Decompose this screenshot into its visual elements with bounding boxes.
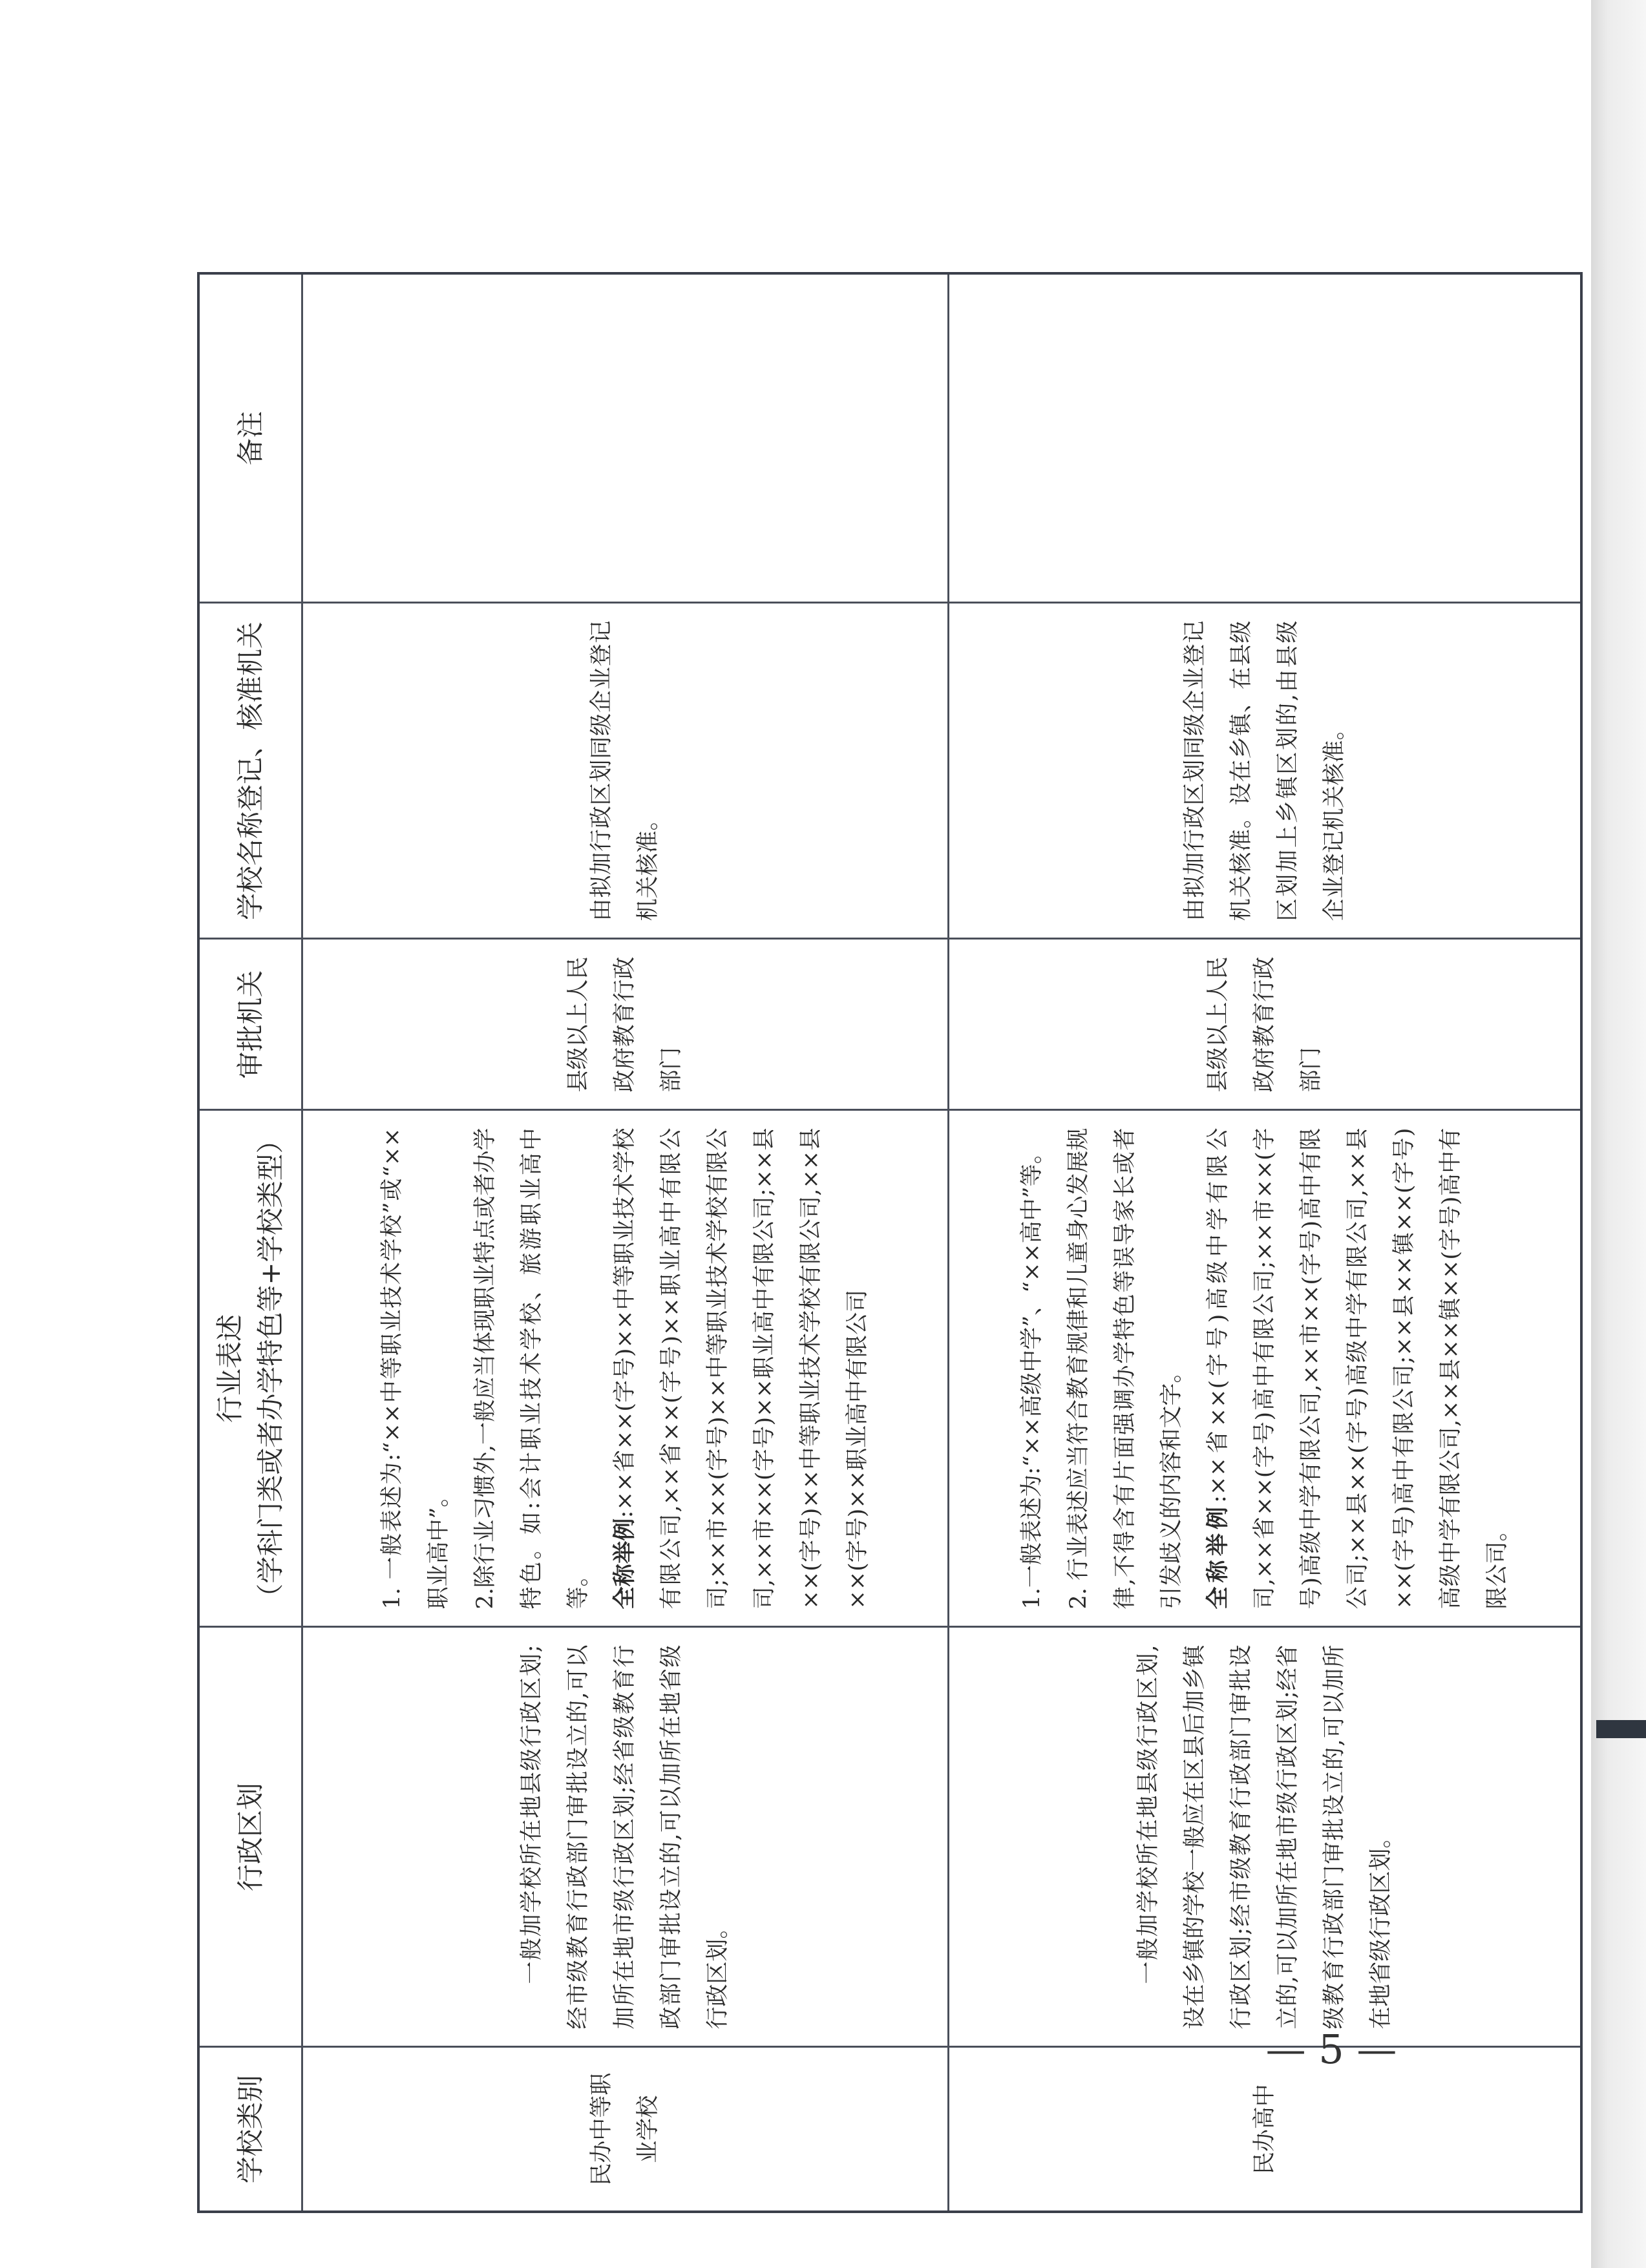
- cell-industry: [302, 1110, 948, 1627]
- admin-division-text: 一般加学校所在地县级行政区划;经市级教育行政部门审批设立的,可以加所在地市级行政区划;经省级教育行政部门审批设立的,可以加所在地省级行政区划。: [519, 1644, 731, 2030]
- binding-mark: [1596, 1720, 1646, 1738]
- registration-text: 由拟加行政区划同级企业登记机关核准。: [589, 620, 661, 921]
- header-admin-division: 行政区划: [198, 1627, 302, 2047]
- table-row: [302, 273, 948, 2212]
- cell-remarks: [948, 273, 1581, 603]
- school-type-text: 民办高中: [1251, 2084, 1278, 2175]
- header-industry-title: 行业表述: [214, 1314, 246, 1423]
- cell-registration: [302, 603, 948, 939]
- cell-approval: [302, 939, 948, 1110]
- table-row: [948, 273, 1581, 2212]
- industry-point-1: 1.一般表述为:“××高级中学”、“××高中”等。: [1018, 1141, 1045, 1610]
- registration-text: 由拟加行政区划同级企业登记机关核准。设在乡镇、在县级区划加上乡镇区划的,由县级企业登记机关核准。: [1181, 620, 1347, 921]
- cell-registration: [948, 603, 1581, 939]
- remarks-text: [1257, 275, 1272, 602]
- example-label: 全称举例: [611, 1518, 638, 1610]
- approval-text: 县级以上人民政府教育行政部门: [1205, 956, 1324, 1093]
- naming-rules-table: [197, 272, 1583, 2213]
- header-approval-authority: 审批机关: [198, 939, 302, 1110]
- example-text: :××省××(字号)××中等职业技术学校有限公司,××省××(字号)××职业高中有限公司;××市××(字号)××中等职业技术学校有限公司,××市××(字号)××职业高中有限公司;××县××(字号)××中等职业技术学校有限公司,××县××(字号)××职业高中有限公司: [612, 1128, 870, 1610]
- admin-division-text: 一般加学校所在地县级行政区划,设在乡镇的学校一般应在区县后加乡镇行政区划;经市级教育行政部门审批设立的,可以加所在地市级行政区划;经省级教育行政部门审批设立的,可以加所在地省级行政区划。: [1135, 1644, 1394, 2030]
- header-registration-authority: 学校名称登记、核准机关: [198, 603, 302, 939]
- cell-remarks: [302, 273, 948, 603]
- example-label: 全称举例: [1204, 1502, 1231, 1610]
- example-text: :××省××(字号)高级中学有限公司,××省××(字号)高中有限公司;××市××(字号)高级中学有限公司,××市××(字号)高中有限公司;××县××(字号)高级中学有限公司,××县××(字号)高中有限公司;××县××镇××(字号)高级中学有限公司,××县××镇××(字号)高中有限公司。: [1205, 1128, 1510, 1610]
- industry-point-2: 2.除行业习惯外,一般应当体现职业特点或者办学特色。如:会计职业技术学校、旅游职业高中等。: [472, 1128, 591, 1610]
- remarks-text: [617, 275, 633, 602]
- approval-text: 县级以上人民政府教育行政部门: [565, 956, 684, 1093]
- page-number: — 5 —: [1265, 2026, 1397, 2073]
- cell-admin-division: [948, 1627, 1581, 2047]
- cell-approval: [948, 939, 1581, 1110]
- scan-edge-shadow: [1591, 0, 1646, 2268]
- industry-text: [361, 1111, 889, 1626]
- school-type-text: 民办中等职业学校: [589, 2072, 661, 2186]
- header-industry: [198, 1110, 302, 1627]
- header-school-type: 学校类别: [198, 2047, 302, 2212]
- cell-industry: [948, 1110, 1581, 1627]
- industry-point-1: 1. 一般表述为:“××中等职业技术学校”或“××职业高中”。: [379, 1128, 452, 1610]
- cell-school-type: [302, 2047, 948, 2212]
- header-remarks: 备注: [198, 273, 302, 603]
- industry-text: [1001, 1111, 1528, 1626]
- cell-admin-division: [302, 1627, 948, 2047]
- table-header-row: [198, 273, 302, 2212]
- rotated-table-container: [197, 275, 1580, 2213]
- industry-example: [602, 1128, 881, 1610]
- header-industry-subtitle: （学科门类或者办学特色等+学校类型）: [255, 1126, 287, 1611]
- industry-example: [1195, 1128, 1521, 1610]
- industry-point-2: 2. 行业表述应当符合教育规律和儿童身心发展规律,不得含有片面强调办学特色等误导家长或者引发歧义的内容和文字。: [1065, 1128, 1185, 1610]
